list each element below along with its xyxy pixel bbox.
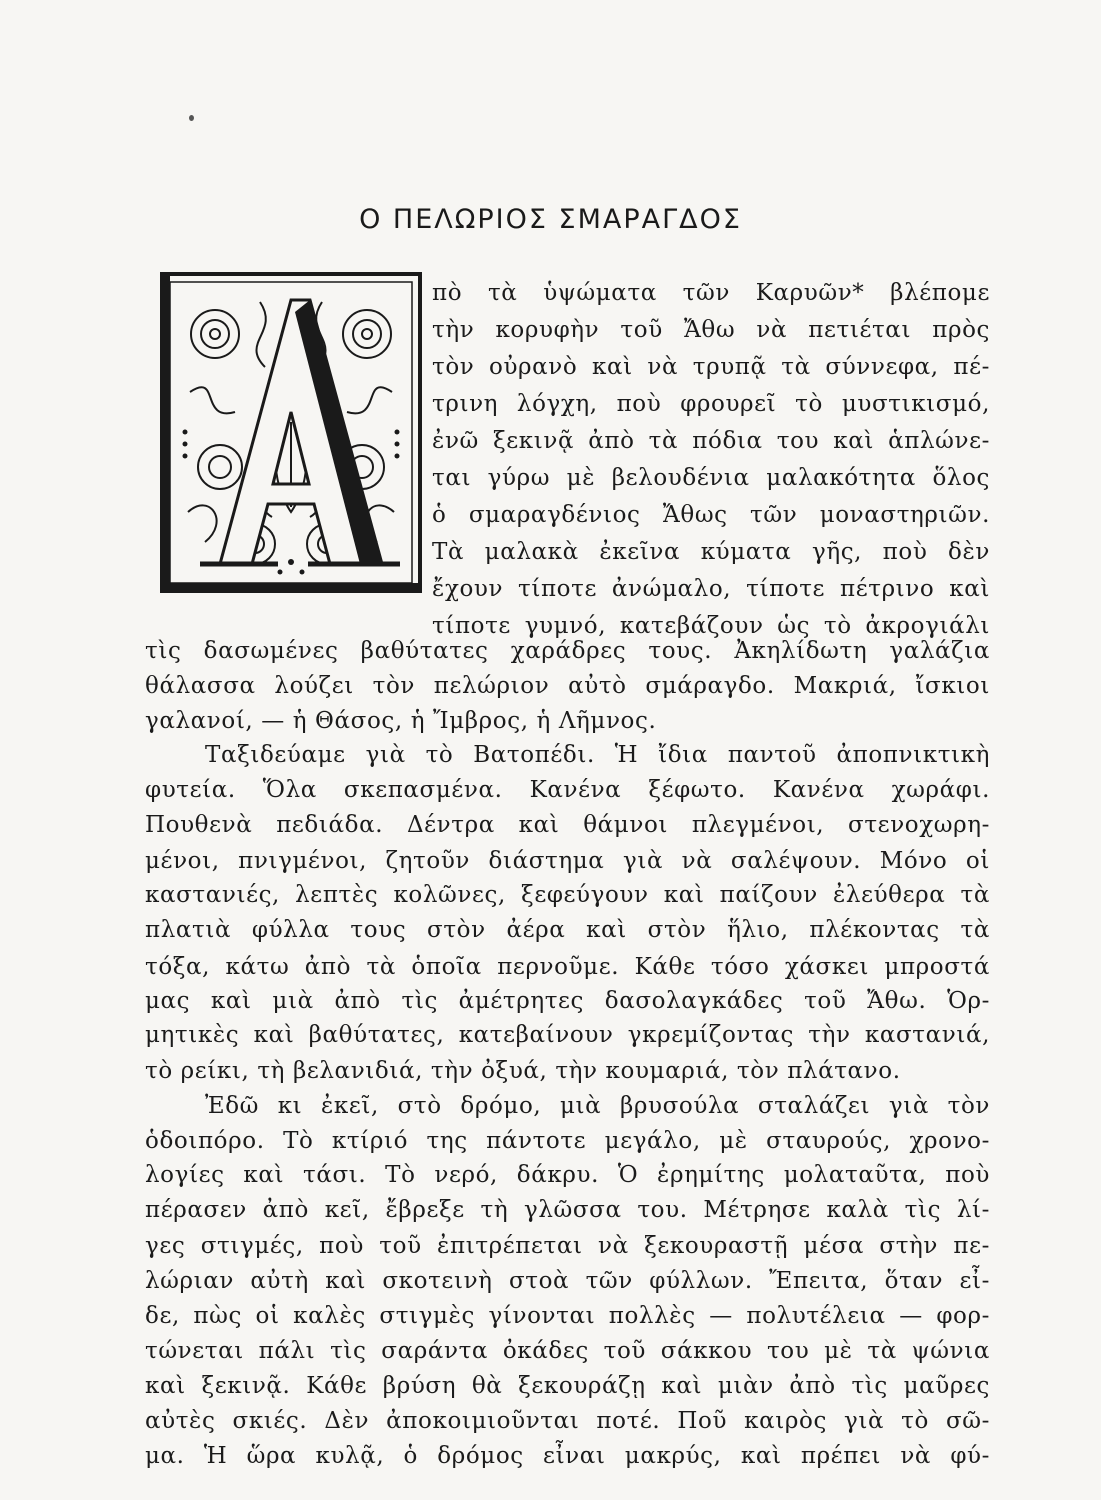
text-line: Τὰ μαλακὰ ἐκεῖνα κύματα γῆς, ποὺ δὲν <box>432 539 990 565</box>
text-line: Ταξιδεύαμε γιὰ τὸ Βατοπέδι. Ἡ ἴδια παντοῦ ἀποπνικτικὴ <box>205 742 990 768</box>
text-line: τόξα, κάτω ἀπὸ τὰ ὁποῖα περνοῦμε. Κάθε τόσο χάσκει μπροστά <box>145 954 990 980</box>
text-line: δε, πὼς οἱ καλὲς στιγμὲς γίνονται πολλὲς — πολυτέλεια — φορ- <box>145 1303 990 1329</box>
text-line: τὶς δασωμένες βαθύτατες χαράδρες τους. Ἀκηλίδωτη γαλάζια <box>145 638 990 664</box>
text-line: πὸ τὰ ὑψώματα τῶν Καρυῶν* βλέπομε <box>432 280 990 306</box>
text-line: αὐτὲς σκιές. Δὲν ἀποκοιμιοῦνται ποτέ. Ποῦ καιρὸς γιὰ τὸ σῶ- <box>145 1408 990 1434</box>
text-line: Πουθενὰ πεδιάδα. Δέντρα καὶ θάμνοι πλεγμένοι, στενοχωρη- <box>145 812 990 838</box>
text-line: ται γύρω μὲ βελουδένια μαλακότητα ὅλος <box>432 465 990 491</box>
text-line: καστανιές, λεπτὲς κολῶνες, ξεφεύγουν καὶ παίζουν ἐλεύθερα τὰ <box>145 882 990 908</box>
text-line: τὴν κορυφὴν τοῦ Ἄθω νὰ πετιέται πρὸς <box>432 317 990 343</box>
text-line: τώνεται πάλι τὶς σαράντα ὀκάδες τοῦ σάκκου του μὲ τὰ ψώνια <box>145 1338 990 1364</box>
text-line: μητικὲς καὶ βαθύτατες, κατεβαίνουν γκρεμίζοντας τὴν καστανιά, <box>145 1022 990 1048</box>
text-line: τὸ ρείκι, τὴ βελανιδιά, τὴν ὀξυά, τὴν κουμαριά, τὸν πλάτανο. <box>145 1058 901 1084</box>
text-line: τὸν οὐρανὸ καὶ νὰ τρυπᾷ τὰ σύννεφα, πέ- <box>432 354 990 380</box>
ink-speck <box>189 115 194 121</box>
text-line: γαλανοί, — ἡ Θάσος, ἡ Ἴμβρος, ἡ Λῆμνος. <box>145 708 657 734</box>
text-line: τρινη λόγχη, ποὺ φρουρεῖ τὸ μυστικισμό, <box>432 391 990 417</box>
text-line: πέρασεν ἀπὸ κεῖ, ἔβρεξε τὴ γλῶσσα του. Μέτρησε καλὰ τὶς λί- <box>145 1197 990 1223</box>
text-line: φυτεία. Ὅλα σκεπασμένα. Κανένα ξέφωτο. Κανένα χωράφι. <box>145 777 990 803</box>
chapter-title: Ο ΠΕΛΩΡΙΟΣ ΣΜΑΡΑΓΔΟΣ <box>359 204 742 235</box>
text-line: καὶ ξεκινᾷ. Κάθε βρύση θὰ ξεκουράζῃ καὶ μιὰν ἀπὸ τὶς μαῦρες <box>145 1373 990 1399</box>
text-line: γες στιγμές, ποὺ τοῦ ἐπιτρέπεται νὰ ξεκουραστῇ μέσα στὴν πε- <box>145 1233 990 1259</box>
text-line: θάλασσα λούζει τὸν πελώριον αὐτὸ σμάραγδο. Μακριά, ἴσκιοι <box>145 673 990 699</box>
text-line: ὁδοιπόρο. Τὸ κτίριό της πάντοτε μεγάλο, μὲ σταυρούς, χρονο- <box>145 1128 990 1154</box>
text-line: μας καὶ μιὰ ἀπὸ τὶς ἀμέτρητες δασολαγκάδες τοῦ Ἄθω. Ὁρ- <box>145 988 990 1014</box>
text-line: μα. Ἡ ὥρα κυλᾷ, ὁ δρόμος εἶναι μακρύς, καὶ πρέπει νὰ φύ- <box>145 1443 990 1469</box>
text-line: ὁ σμαραγδένιος Ἄθως τῶν μοναστηριῶν. <box>432 502 990 528</box>
text-line: ἐνῶ ξεκινᾷ ἀπὸ τὰ πόδια του καὶ ἁπλώνε- <box>432 428 990 454</box>
text-line: λώριαν αὐτὴ καὶ σκοτεινὴ στοὰ τῶν φύλλων. Ἔπειτα, ὅταν εἶ- <box>145 1268 990 1294</box>
text-line: μένοι, πνιγμένοι, ζητοῦν διάστημα γιὰ νὰ σαλέψουν. Μόνο οἱ <box>145 848 990 874</box>
text-line: πλατιὰ φύλλα τους στὸν ἀέρα καὶ στὸν ἥλιο, πλέκοντας τὰ <box>145 917 990 943</box>
ornamental-drop-cap <box>160 272 422 593</box>
text-line: Ἐδῶ κι ἐκεῖ, στὸ δρόμο, μιὰ βρυσούλα σταλάζει γιὰ τὸν <box>205 1093 990 1119</box>
text-line: ἔχουν τίποτε ἀνώμαλο, τίποτε πέτρινο καὶ <box>432 576 990 602</box>
text-line: λογίες καὶ τάσι. Τὸ νερό, δάκρυ. Ὁ ἐρημίτης μολαταῦτα, ποὺ <box>145 1162 990 1188</box>
text-line: τίποτε γυμνό, κατεβάζουν ὡς τὸ ἀκρογιάλι <box>432 613 990 639</box>
